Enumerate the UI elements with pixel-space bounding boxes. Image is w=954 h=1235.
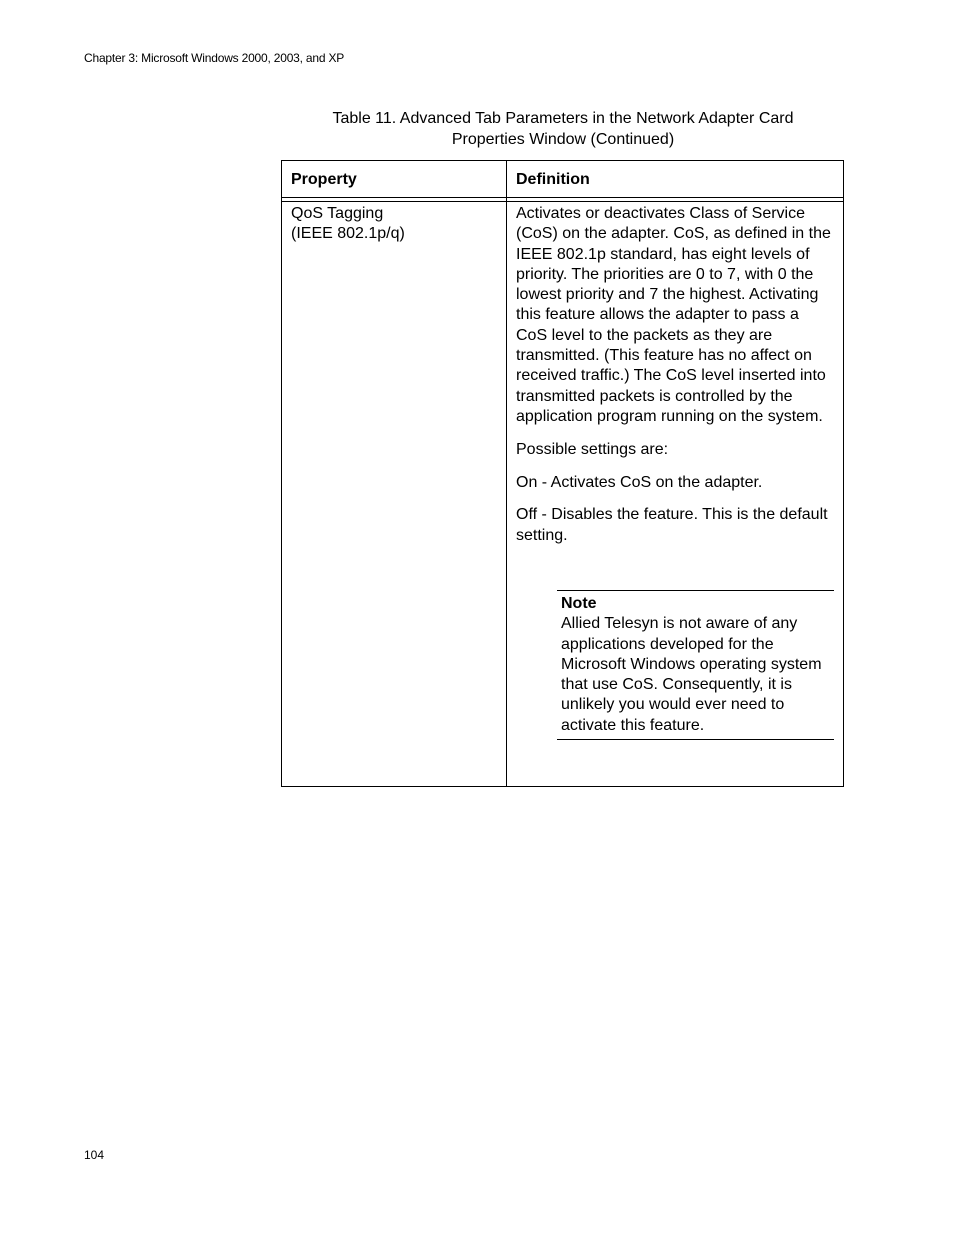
definition-paragraph: Off - Disables the feature. This is the default setting.: [516, 506, 828, 544]
running-header: Chapter 3: Microsoft Windows 2000, 2003, and XP: [84, 51, 345, 65]
note-title: Note: [561, 595, 597, 612]
note-text: Allied Telesyn is not aware of any applications developed for the Microsoft Windows operating system that use CoS. Consequently, it is unlikely you would ever need to activate this feature.: [561, 615, 822, 734]
property-standard: (IEEE 802.1p/q): [291, 225, 405, 243]
table-row-definition-cell: [516, 204, 834, 558]
header-rule-double: [282, 201, 843, 202]
property-name: QoS Tagging: [291, 205, 384, 222]
table-row-property-cell: [291, 204, 496, 245]
note-box: [557, 590, 834, 740]
header-rule: [282, 197, 843, 198]
page-number: 104: [84, 1148, 105, 1162]
definition-paragraph: Activates or deactivates Class of Service (CoS) on the adapter. CoS, as defined in the IEEE 802.1p standard, has eight levels of priority. The priorities are 0 to 7, with 0 the lowest priority and 7 the highest. Activating this feature allows the adapter to pass a CoS level to the packets as they are transmitted. (This feature has no affect on received traffic.) The CoS level inserted into transmitted packets is controlled by the application program running on the system.: [516, 205, 831, 425]
column-header-property: Property: [291, 171, 357, 188]
parameters-table: [281, 160, 844, 787]
definition-paragraph: Possible settings are:: [516, 440, 669, 458]
table-caption-line-1: Table 11. Advanced Tab Parameters in the Network Adapter Card: [332, 110, 794, 127]
column-divider: [506, 161, 507, 786]
definition-paragraph: On - Activates CoS on the adapter.: [516, 473, 763, 491]
column-header-definition: Definition: [516, 171, 590, 188]
table-caption: [282, 108, 844, 150]
table-caption-line-2: Properties Window (Continued): [451, 131, 675, 148]
